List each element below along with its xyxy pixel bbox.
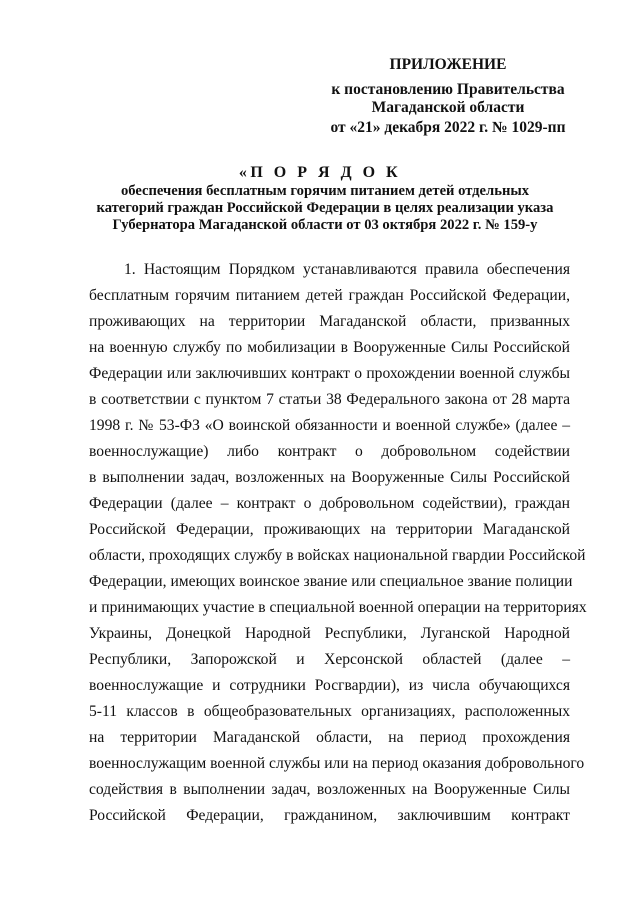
body-line: области, проходящих службу в войсках национальной гвардии Российской — [89, 547, 586, 564]
body-line: бесплатным горячим питанием детей граждан Российской Федерации, — [89, 287, 570, 304]
body-line: содействия в выполнении задач, возложенных на Вооруженные Силы — [89, 781, 570, 798]
body-line: и принимающих участие в специальной военной операции на территориях — [89, 599, 587, 616]
body-line: военнослужащие) либо контракт о добровольном содействии — [89, 443, 570, 460]
order-subtitle-line: Губернатора Магаданской области от 03 октября 2022 г. № 159-у — [112, 217, 538, 233]
body-line: 1998 г. № 53-ФЗ «О воинской обязанности и военной службе» (далее – — [89, 417, 570, 434]
body-line: Федерации, имеющих воинское звание или специальное звание полиции — [89, 573, 573, 590]
order-subtitle-line: обеспечения бесплатным горячим питанием детей отдельных — [120, 183, 530, 199]
body-line: Российской Федерации, проживающих на территории Магаданской — [89, 521, 570, 538]
body-line: 5-11 классов в общеобразовательных организациях, расположенных — [89, 703, 570, 720]
body-line: военнослужащие и сотрудники Росгвардии), из числа обучающихся — [89, 677, 570, 694]
body-line: Украины, Донецкой Народной Республики, Луганской Народной — [89, 625, 570, 642]
appendix-line-resolution: к постановлению Правительства — [331, 81, 565, 98]
body-line: в выполнении задач, возложенных на Вооруженные Силы Российской — [89, 469, 570, 486]
body-line: Российской Федерации, гражданином, заключившим контракт — [89, 807, 570, 824]
order-subtitle-line: категорий граждан Российской Федерации в целях реализации указа — [96, 200, 554, 216]
body-line: проживающих на территории Магаданской области, призванных — [89, 313, 570, 330]
body-line: на территории Магаданской области, на период прохождения — [89, 729, 570, 746]
body-line: в соответствии с пунктом 7 статьи 38 Федерального закона от 28 марта — [89, 391, 570, 408]
body-line: Федерации (далее – контракт о добровольном содействии), граждан — [89, 495, 570, 512]
body-line: Республики, Запорожской и Херсонской областей (далее – — [89, 651, 570, 668]
appendix-line-date-number: от «21» декабря 2022 г. № 1029-пп — [330, 119, 566, 136]
body-line: на военную службу по мобилизации в Вооруженные Силы Российской — [89, 339, 570, 356]
appendix-line-region: Магаданской области — [371, 99, 525, 116]
body-line: 1. Настоящим Порядком устанавливаются правила обеспечения — [124, 261, 570, 278]
order-title: «П О Р Я Д О К — [238, 164, 402, 181]
body-line: военнослужащим военной службы или на период оказания добровольного — [89, 755, 585, 772]
appendix-heading: ПРИЛОЖЕНИЕ — [389, 56, 507, 73]
body-line: Федерации или заключивших контракт о прохождении военной службы — [89, 365, 570, 382]
